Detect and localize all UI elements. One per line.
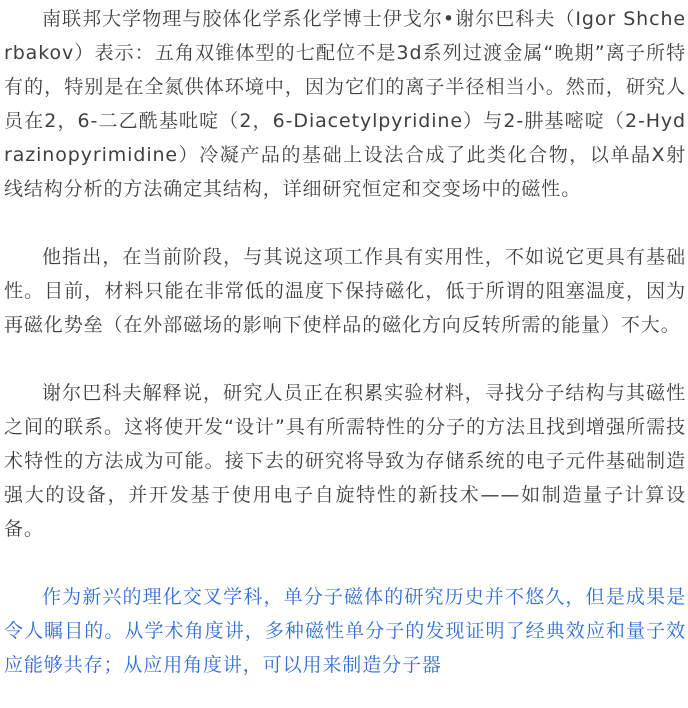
- article-body: [4, 0, 686, 682]
- paragraph-fundamental-nature: 他指出，在当前阶段，与其说这项工作具有实用性，不如说它更具有基础性。目前，材料只能在非常低的温度下保持磁化，低于所谓的阻塞温度，因为再磁化势垒（在外部磁场的影响下使样品的磁化方向反转所需的能量）不大。: [4, 246, 686, 336]
- paragraph-future-research: 谢尔巴科夫解释说，研究人员正在积累实验材料，寻找分子结构与其磁性之间的联系。这将使开发“设计”具有所需特性的分子的方法且找到增强所需技术特性的方法成为可能。接下去的研究将导致为存储系统的电子元件基础制造强大的设备，并开发基于使用电子自旋特性的新技术——如制造量子计算设备。: [4, 382, 686, 540]
- paragraph-shcherbakov-statement: 南联邦大学物理与胶体化学系化学博士伊戈尔•谢尔巴科夫（Igor Shcherbakov）表示：五角双锥体型的七配位不是3d系列过渡金属“晚期”离子所特有的，特别是在全氮供体环境中，因为它们的离子半径相当小。然而，研究人员在2，6-二乙酰基吡啶（2，6-Diacetylpyridine）与2-肼基嘧啶（2-Hydrazinopyrimidine）冷凝产品的基础上设法合成了此类化合物，以单晶X射线结构分析的方法确定其结构，详细研究恒定和交变场中的磁性。: [4, 8, 686, 200]
- paragraph-highlight-single-molecule-magnets: 作为新兴的理化交叉学科，单分子磁体的研究历史并不悠久，但是成果是令人瞩目的。从学术角度讲，多种磁性单分子的发现证明了经典效应和量子效应能够共存；从应用角度讲，可以用来制造分子器: [4, 586, 686, 676]
